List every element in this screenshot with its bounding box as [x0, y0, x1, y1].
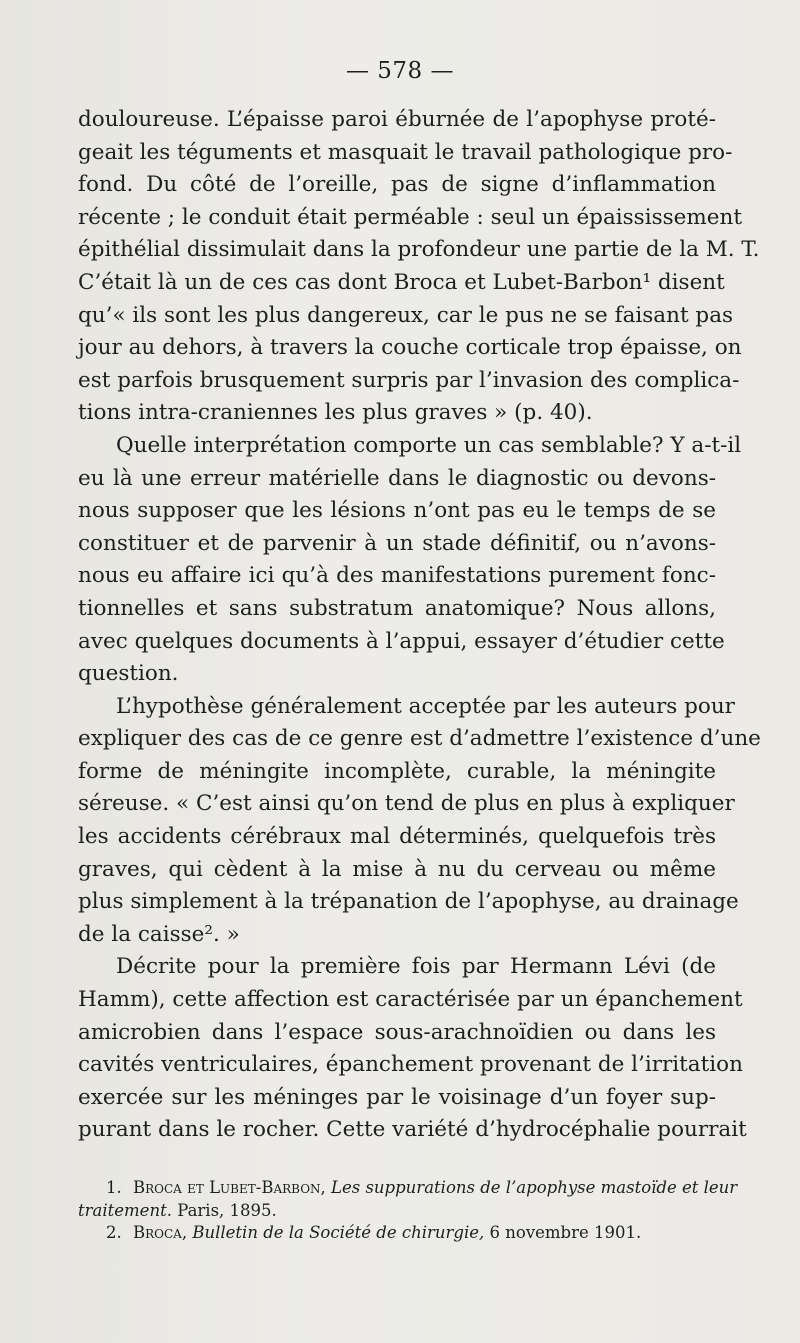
text-line: purant dans le rocher. Cette variété d’hydrocéphalie pourrait — [78, 1117, 747, 1143]
text-line: tions intra-craniennes les plus graves » (p. 40). — [78, 400, 593, 426]
text-line: graves, qui cèdent à la mise à nu du cerveau ou même — [78, 856, 716, 882]
text-line: plus simplement à la trépanation de l’apophyse, au drainage — [78, 889, 739, 915]
footnote-number: 2. — [106, 1223, 122, 1242]
text-line: tionnelles et sans substratum anatomique? Nous allons, — [78, 595, 716, 621]
footnote-number: 1. — [106, 1178, 122, 1197]
page-number: — 578 — — [345, 58, 455, 84]
footnotes — [78, 1177, 738, 1245]
body-text — [78, 104, 761, 1147]
text-line: nous eu affaire ici qu’à des manifestations purement fonc- — [78, 563, 716, 589]
footnote-title-continued: traitement. — [78, 1200, 172, 1220]
footnote-title: Bulletin de la Société de chirurgie, — [192, 1223, 485, 1242]
text-line: séreuse. « C’est ainsi qu’on tend de plus en plus à expliquer — [78, 791, 735, 817]
text-line: question. — [78, 661, 179, 687]
footnote-title: Les suppurations de l’apophyse mastoïde et leur — [331, 1178, 738, 1197]
footnote-publication: 6 novembre 1901. — [489, 1223, 642, 1242]
footnote-authors: Broca et Lubet-Barbon, — [133, 1178, 326, 1197]
text-line: Hamm), cette affection est caractérisée par un épanchement — [78, 987, 743, 1013]
paragraph-1 — [78, 104, 760, 430]
text-line: épithélial dissimulait dans la profondeur une partie de la M. T. — [78, 237, 760, 263]
text-line: amicrobien dans l’espace sous-arachnoïdien ou dans les — [78, 1019, 716, 1045]
text-line: eu là une erreur matérielle dans le diagnostic ou devons- — [78, 465, 716, 491]
footnote-publication: Paris, 1895. — [177, 1200, 277, 1220]
text-line: geait les téguments et masquait le travail pathologique pro- — [78, 139, 733, 165]
text-line: forme de méningite incomplète, curable, la méningite — [78, 758, 716, 784]
footnote-authors: Broca, — [133, 1223, 188, 1242]
text-line: les accidents cérébraux mal déterminés, quelquefois très — [78, 824, 716, 850]
text-line: fond. Du côté de l’oreille, pas de signe d’inflammation — [78, 172, 716, 198]
text-line: est parfois brusquement surpris par l’invasion des complica- — [78, 367, 740, 393]
text-line: constituer et de parvenir à un stade définitif, ou n’avons- — [78, 530, 716, 556]
text-line: Quelle interprétation comporte un cas semblable? Y a-t-il — [116, 432, 742, 458]
text-line: récente ; le conduit était perméable : seul un épaississement — [78, 204, 742, 230]
paragraph-2 — [78, 430, 742, 691]
text-line: de la caisse². » — [78, 921, 240, 947]
text-line: Décrite pour la première fois par Hermann Lévi (de — [116, 954, 716, 980]
text-line: qu’« ils sont les plus dangereux, car le pus ne se faisant pas — [78, 302, 734, 328]
text-line: C’était là un de ces cas dont Broca et Lubet-Barbon¹ disent — [78, 269, 725, 295]
footnote-1 — [78, 1177, 738, 1200]
text-line: avec quelques documents à l’appui, essayer d’étudier cette — [78, 628, 725, 654]
paragraph-3 — [78, 691, 761, 952]
text-line: nous supposer que les lésions n’ont pas eu le temps de se — [78, 498, 716, 524]
paragraph-4 — [78, 951, 747, 1147]
text-line: expliquer des cas de ce genre est d’admettre l’existence d’une — [78, 726, 761, 752]
footnote-1-continued — [78, 1200, 718, 1223]
footnote-2 — [78, 1222, 718, 1245]
text-line: L’hypothèse généralement acceptée par les auteurs pour — [116, 693, 735, 719]
text-line: douloureuse. L’épaisse paroi éburnée de l’apophyse proté- — [78, 107, 716, 132]
text-line: exercée sur les méninges par le voisinage d’un foyer sup- — [78, 1084, 716, 1110]
text-line: jour au dehors, à travers la couche corticale trop épaisse, on — [78, 335, 742, 361]
text-line: cavités ventriculaires, épanchement provenant de l’irritation — [78, 1052, 743, 1078]
